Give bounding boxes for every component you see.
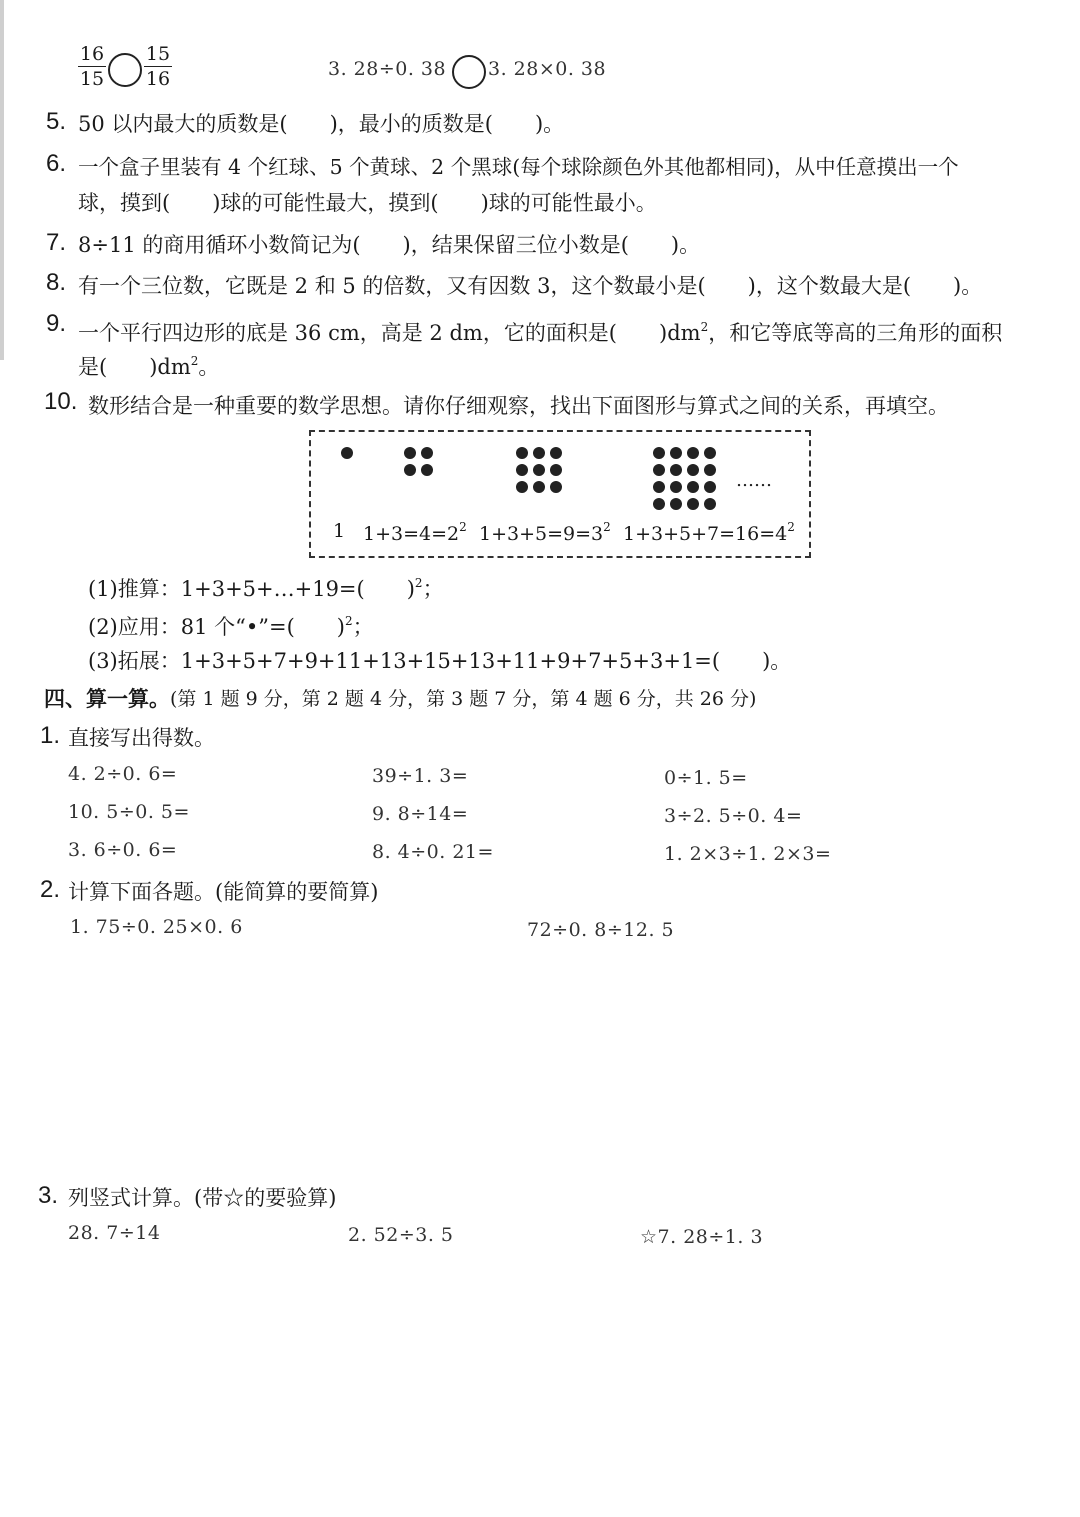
dot-mark [670, 447, 682, 459]
dot-mark [704, 447, 716, 459]
question-number-7: 7. [46, 229, 67, 256]
calc-item-2-2: 72÷0. 8÷12. 5 [527, 919, 675, 941]
calc-item-2-1: 1. 75÷0. 25×0. 6 [70, 916, 243, 938]
fraction-16-15: 16 15 [79, 43, 105, 90]
dot-mark [653, 447, 665, 459]
dot-mark [670, 464, 682, 476]
dot-mark [516, 464, 528, 476]
direct-calc-item: 9. 8÷14= [372, 803, 469, 825]
dot-mark [704, 498, 716, 510]
dot-mark [653, 481, 665, 493]
dot-mark [421, 464, 433, 476]
direct-calc-item: 1. 2×3÷1. 2×3= [664, 843, 832, 865]
subquestion-number-1: 1. [40, 722, 61, 749]
dot-mark [421, 447, 433, 459]
question-number-6: 6. [46, 150, 67, 177]
dot-mark [687, 447, 699, 459]
compare-expr-left: 3. 28÷0. 38 [328, 58, 447, 80]
question-10-text: 数形结合是一种重要的数学思想。请你仔细观察，找出下面图形与算式之间的关系，再填空。 [88, 394, 949, 418]
direct-calc-item: 39÷1. 3= [372, 765, 469, 787]
question-7-text: 8÷11 的商用循环小数简记为( )，结果保留三位小数是( )。 [78, 233, 701, 257]
dot-mark [653, 498, 665, 510]
dot-mark [550, 481, 562, 493]
direct-calc-item: 10. 5÷0. 5= [68, 801, 190, 823]
dot-mark [404, 464, 416, 476]
question-6-line-1: 一个盒子里装有 4 个红球、5 个黄球、2 个黑球(每个球除颜色外其他都相同)，从中任意摸出一个 [78, 155, 959, 179]
question-10-part-1: (1)推算：1+3+5+…+19=( )$^2$； [88, 576, 444, 601]
question-5-text: 50 以内最大的质数是( )，最小的质数是( )。 [78, 112, 565, 136]
compare-circle-1[interactable] [108, 53, 142, 87]
dot-mark [516, 447, 528, 459]
question-6-line-2: 球，摸到( )球的可能性最大，摸到( )球的可能性最小。 [78, 191, 657, 215]
direct-calc-item: 3. 6÷0. 6= [68, 839, 178, 861]
dot-mark [533, 481, 545, 493]
subquestion-3-text: 列竖式计算。(带☆的要验算) [68, 1186, 337, 1210]
vertical-calc-item-2: 2. 52÷3. 5 [348, 1224, 454, 1246]
dot-mark [341, 447, 353, 459]
dot-mark [670, 481, 682, 493]
question-8-text: 有一个三位数，它既是 2 和 5 的倍数，又有因数 3，这个数最小是( )，这个数最大是( )。 [78, 274, 983, 298]
dot-mark [670, 498, 682, 510]
vertical-calc-item-1: 28. 7÷14 [68, 1222, 161, 1244]
dot-mark [687, 498, 699, 510]
direct-calc-item: 8. 4÷0. 21= [372, 841, 494, 863]
question-number-5: 5. [46, 108, 67, 135]
direct-calc-item: 0÷1. 5= [664, 767, 748, 789]
direct-calc-item: 3÷2. 5÷0. 4= [664, 805, 803, 827]
compare-expr-right: 3. 28×0. 38 [488, 58, 607, 80]
dot-mark [404, 447, 416, 459]
section-4-description: (第 1 题 9 分，第 2 题 4 分，第 3 题 7 分，第 4 题 6 分，共 26 分) [170, 688, 757, 710]
question-number-8: 8. [46, 269, 67, 296]
subquestion-2-text: 计算下面各题。(能简算的要简算) [68, 880, 379, 904]
question-9-line-2: 是( )$dm^2$。 [78, 354, 220, 379]
dot-mark [550, 447, 562, 459]
compare-circle-2[interactable] [452, 55, 486, 89]
question-9-line-1: 一个平行四边形的底是 36 cm，高是 2 dm，它的面积是( )$dm^2$，和它等底等高的三角形的面积 [78, 320, 1003, 345]
direct-calc-item: 4. 2÷0. 6= [68, 763, 178, 785]
dot-mark [533, 447, 545, 459]
question-number-9: 9. [46, 310, 67, 337]
subquestion-number-2: 2. [40, 876, 61, 903]
figure-caption-3: $1+3+5=9=3^2$ [479, 520, 611, 545]
section-4-title: 四、算一算。 [44, 687, 170, 711]
dot-mark [687, 464, 699, 476]
question-10-part-2: (2)应用：81 个“•”=( )$^2$； [88, 614, 374, 639]
dot-mark [533, 464, 545, 476]
dot-mark [550, 464, 562, 476]
dot-mark [653, 464, 665, 476]
dot-mark [704, 481, 716, 493]
figure-caption-1: 1 [333, 520, 346, 542]
dot-mark [516, 481, 528, 493]
subquestion-1-text: 直接写出得数。 [68, 726, 215, 750]
page-edge-shadow [0, 0, 4, 360]
fraction-15-16: 15 16 [145, 43, 171, 90]
dot-mark [687, 481, 699, 493]
dot-pattern-figure [309, 430, 811, 558]
vertical-calc-item-3: ☆7. 28÷1. 3 [640, 1226, 764, 1248]
figure-caption-2: $1+3=4=2^2$ [363, 520, 467, 545]
question-number-10: 10. [44, 388, 78, 415]
question-10-part-3: (3)拓展：1+3+5+7+9+11+13+15+13+11+9+7+5+3+1=( )。 [88, 649, 792, 673]
subquestion-number-3: 3. [38, 1182, 59, 1209]
dot-mark [704, 464, 716, 476]
figure-ellipsis: …… [736, 470, 772, 491]
figure-caption-4: $1+3+5+7=16=4^2$ [623, 520, 795, 545]
